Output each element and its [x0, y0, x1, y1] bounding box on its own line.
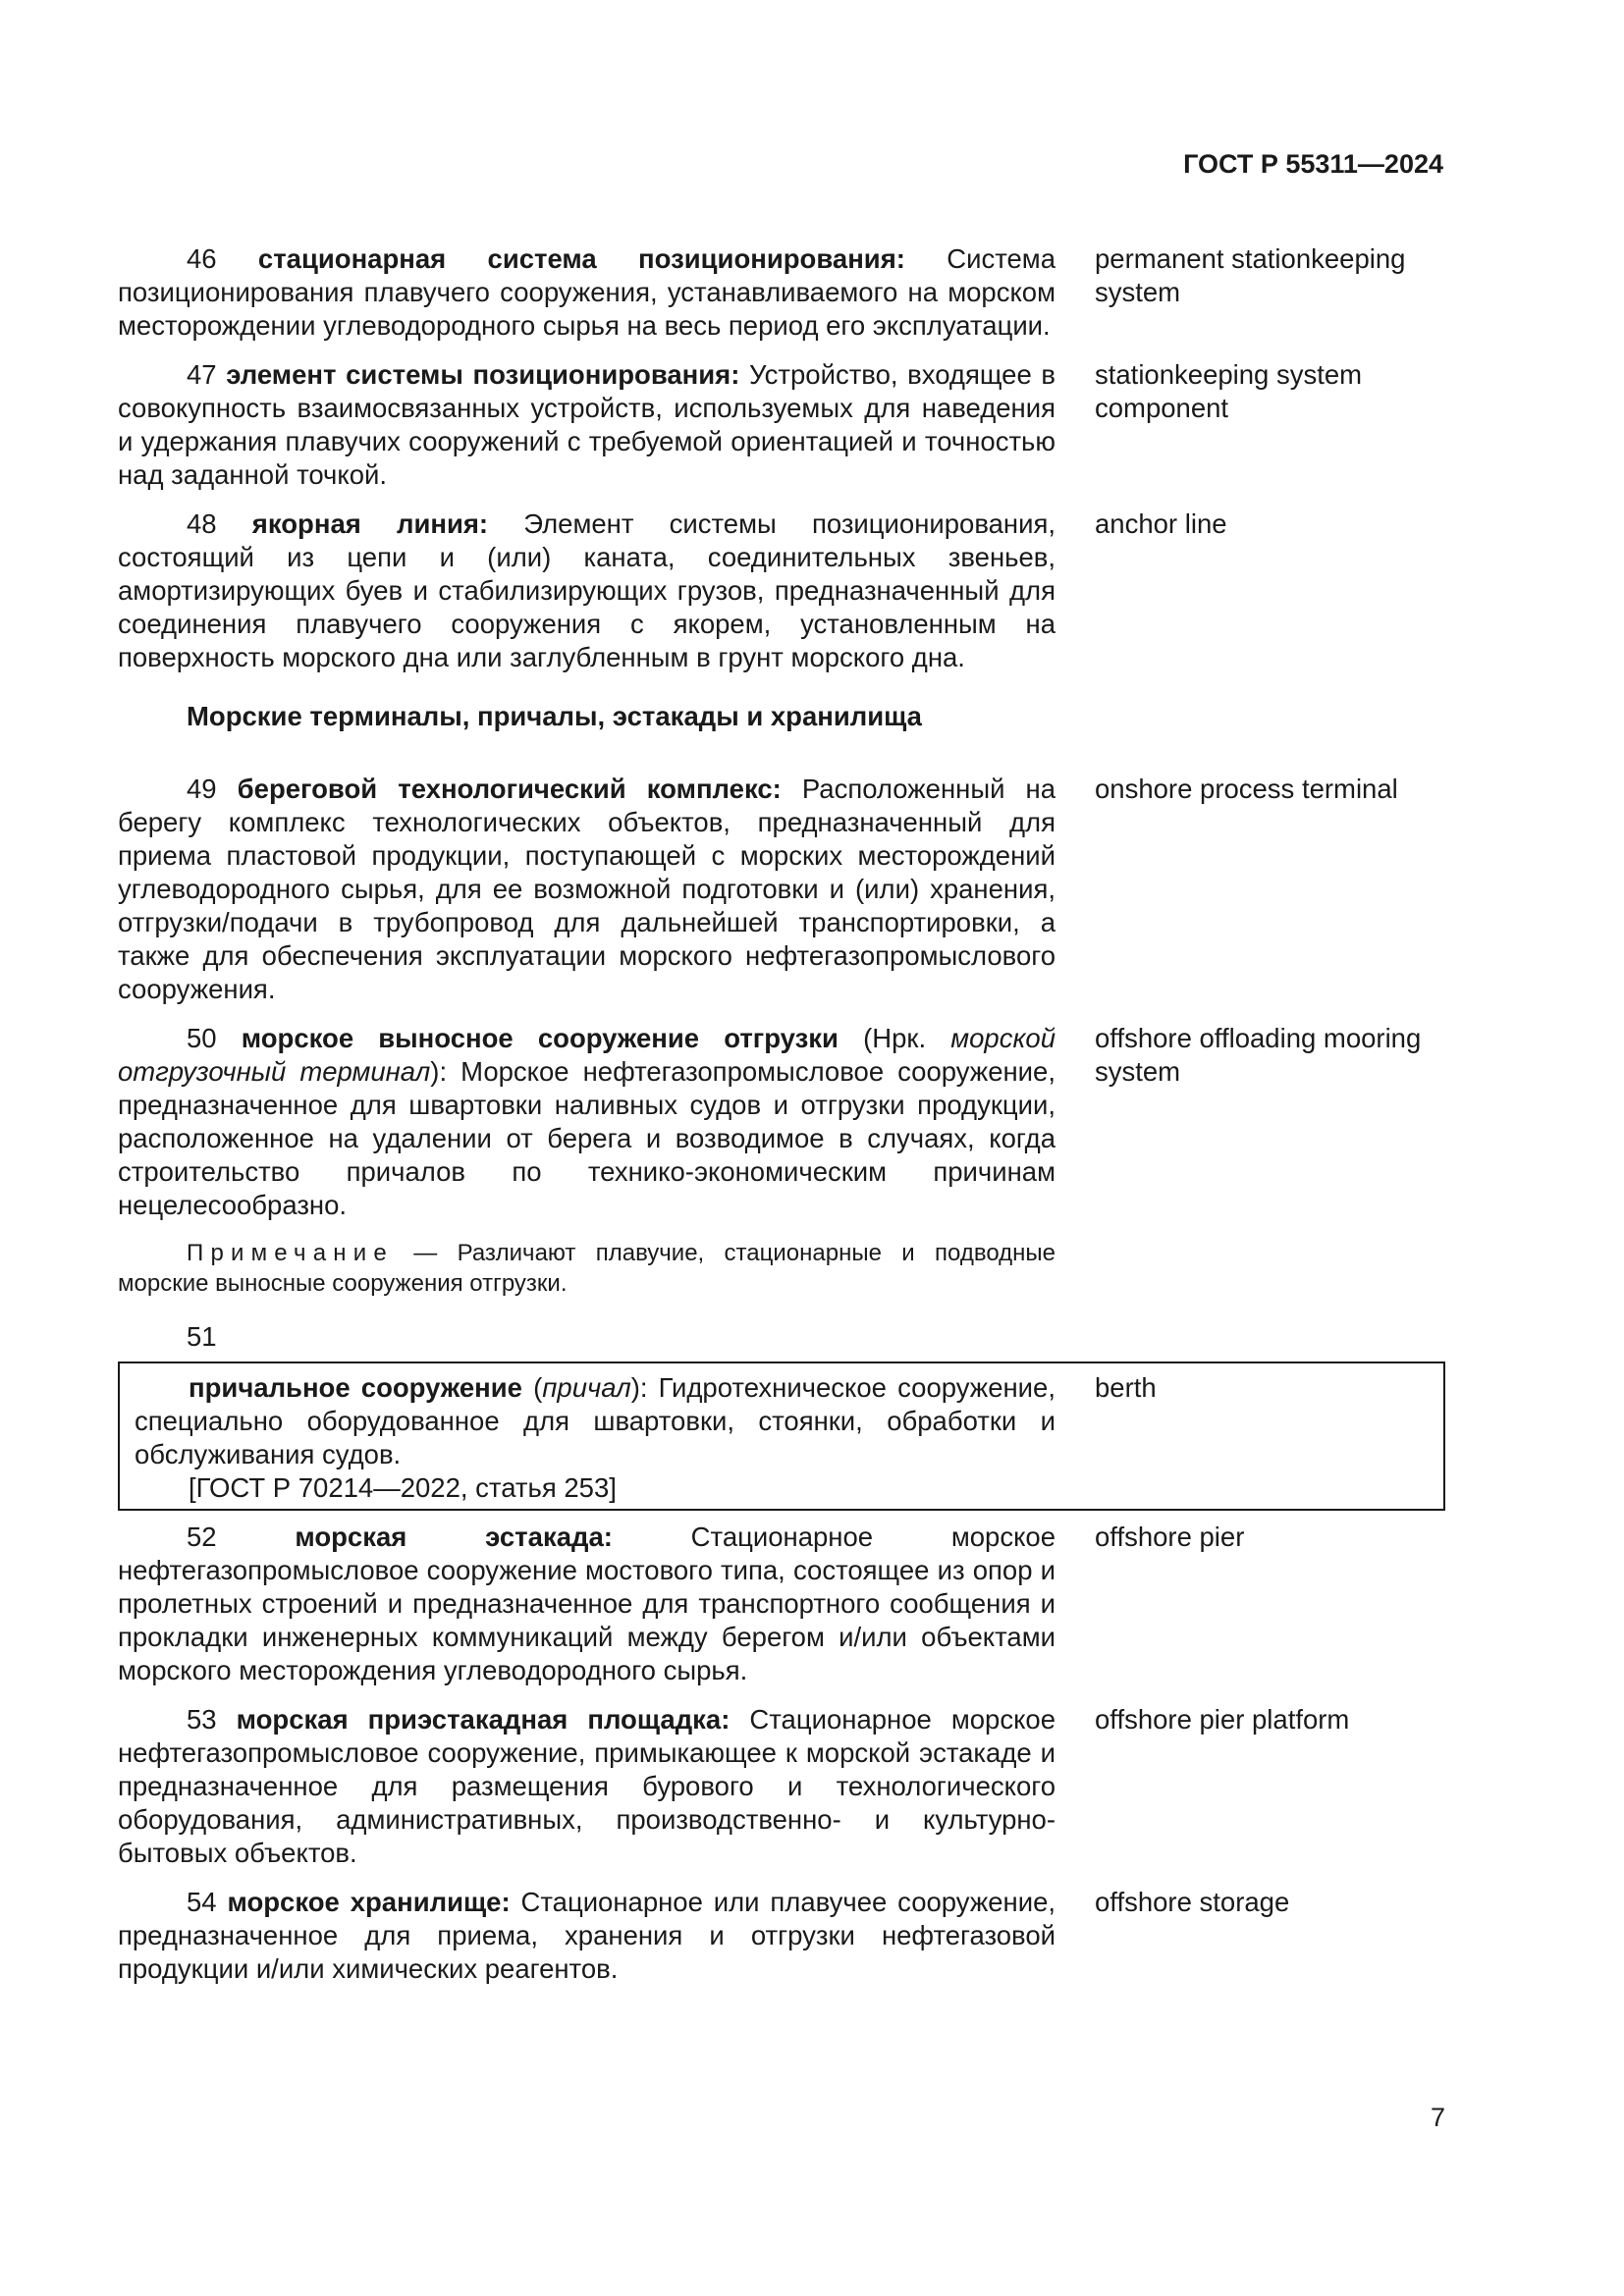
term-english: stationkeeping system component: [1095, 359, 1363, 423]
term-entry-50: [118, 1022, 1445, 1222]
term-text: Элемент системы позиционирования, состоящий из цепи и (или) каната, соединительных звеньев, амортизирующих буев и стабилизирующих грузов, предназначенный для соединения плавучего сооружения с якорем, установленным на поверхность морского дна или заглубленным в грунт морского дна.: [118, 508, 1056, 672]
term-english: anchor line: [1095, 508, 1227, 539]
term-entry-49: [118, 773, 1445, 1006]
term-name: якорная линия:: [251, 508, 489, 539]
term-text: ): Морское нефтегазопромысловое сооружение, предназначенное для швартовки наливных судов и отгрузки продукции, расположенное на удалении от берега и возводимое в случаях, когда строительство причалов по технико-экономическим причинам нецелесообразно.: [118, 1056, 1056, 1220]
document-header: ГОСТ Р 55311—2024: [1183, 149, 1443, 179]
document-body: [118, 242, 1445, 2002]
term-name: морское хранилище:: [227, 1887, 511, 1917]
term-definition: [118, 773, 1056, 1006]
term-english: permanent stationkeeping system: [1095, 243, 1406, 307]
term-definition: [118, 507, 1056, 674]
term-entry-51-box: [118, 1362, 1445, 1511]
term-number: 49: [187, 774, 217, 804]
term-number: 46: [187, 243, 217, 274]
term-name: морское выносное сооружение отгрузки: [241, 1023, 839, 1053]
term-entry-54: [118, 1886, 1445, 1986]
term-definition: [118, 1521, 1056, 1687]
term-number: 50: [187, 1023, 217, 1053]
term-name: элемент системы позиционирования:: [226, 359, 740, 390]
term-entry-52: [118, 1521, 1445, 1687]
page-number: 7: [1430, 2103, 1445, 2132]
note-label: Примечание: [187, 1240, 394, 1266]
term-english: offshore offloading mooring system: [1095, 1023, 1422, 1087]
term-synonym: причал: [542, 1372, 631, 1403]
term-number: 47: [187, 359, 217, 390]
term-text: Стационарное или плавучее сооружение, предназначенное для приема, хранения и отгрузки нефтегазовой продукции и/или химических реагентов.: [118, 1887, 1056, 1984]
term-text: Стационарное морское нефтегазопромысловое сооружение мостового типа, состоящее из опор и пролетных строений и предназначенное для транспортного сообщения и прокладки инженерных коммуникаций между берегом и/или объектами морского месторождения углеводородного сырья.: [118, 1522, 1056, 1685]
term-text: Стационарное морское нефтегазопромысловое сооружение, примыкающее к морской эстакаде и предназначенное для размещения бурового и технологического оборудования, административных, производственно- и культурно-бытовых объектов.: [118, 1704, 1056, 1868]
term-entry-46: [118, 242, 1445, 343]
term-english: berth: [1095, 1372, 1157, 1403]
term-reference: [ГОСТ Р 70214—2022, статья 253]: [189, 1472, 617, 1503]
term-name: морская приэстакадная площадка:: [236, 1704, 731, 1735]
term-english: offshore pier platform: [1095, 1704, 1350, 1735]
term-number: 54: [187, 1887, 217, 1917]
term-entry-53: [118, 1703, 1445, 1870]
term-prefix: (: [521, 1372, 543, 1403]
term-entry-47: [118, 358, 1445, 492]
term-prefix: (Нрк.: [838, 1023, 951, 1053]
term-english: offshore storage: [1095, 1887, 1290, 1917]
term-name: причальное сооружение: [189, 1372, 522, 1403]
term-definition: [118, 1703, 1056, 1870]
term-number: 48: [187, 508, 217, 539]
term-text: Расположенный на берегу комплекс технологических объектов, предназначенный для приема пластовой продукции, поступающей с морских месторождений углеводородного сырья, для ее возможной подготовки и (или) хранения, отгрузки/подачи в трубопровод для дальнейшей транспортировки, а также для обеспечения эксплуатации морского нефтегазопромыслового сооружения.: [118, 774, 1056, 1004]
term-english: offshore pier: [1095, 1522, 1245, 1552]
term-number: 52: [187, 1522, 217, 1552]
term-entry-48: [118, 507, 1445, 674]
term-number: 53: [187, 1704, 217, 1735]
term-text: Система позиционирования плавучего сооружения, устанавливаемого на морском месторождении углеводородного сырья на весь период его эксплуатации.: [118, 243, 1056, 341]
term-definition: [118, 1022, 1056, 1222]
note: [118, 1238, 1056, 1299]
term-name: береговой технологический комплекс:: [237, 774, 782, 804]
term-name: морская эстакада:: [295, 1522, 613, 1552]
term-definition: [118, 1886, 1056, 1986]
term-definition: [118, 242, 1056, 343]
term-definition: [118, 358, 1056, 492]
section-title: Морские терминалы, причалы, эстакады и хранилища: [187, 701, 922, 731]
note-dash: —: [393, 1240, 458, 1266]
note-text: Различают плавучие, стационарные и подводные морские выносные сооружения отгрузки.: [118, 1240, 1056, 1297]
term-deprecated: морской отгрузочный терминал: [118, 1023, 1056, 1087]
term-text: Устройство, входящее в совокупность взаимосвязанных устройств, используемых для наведения и удержания плавучих сооружений с требуемой ориентацией и точностью над заданной точкой.: [118, 359, 1056, 490]
term-number: 51: [187, 1321, 217, 1352]
term-english: onshore process terminal: [1095, 774, 1398, 804]
term-name: стационарная система позиционирования:: [257, 243, 905, 274]
term-definition: [135, 1371, 1056, 1505]
term-text: ): Гидротехническое сооружение, специально оборудованное для швартовки, стоянки, обработки и обслуживания судов.: [135, 1372, 1056, 1469]
